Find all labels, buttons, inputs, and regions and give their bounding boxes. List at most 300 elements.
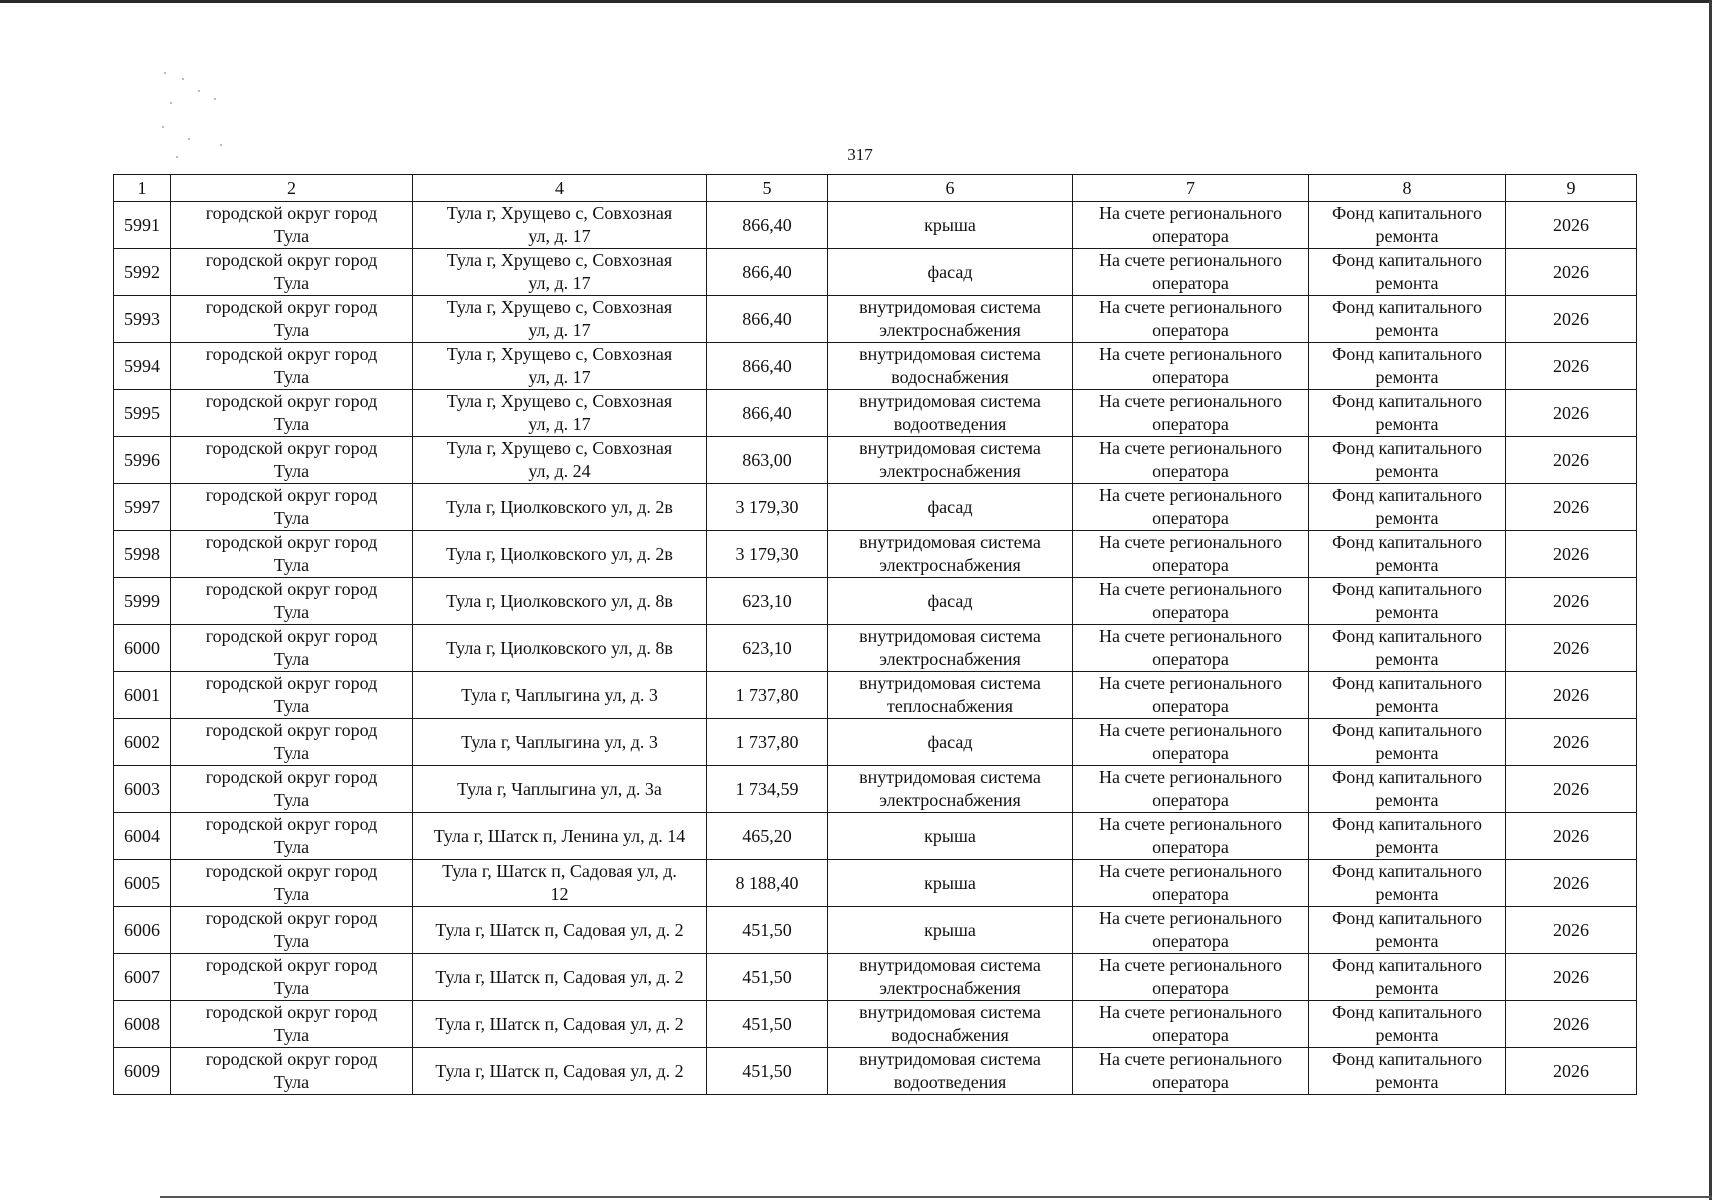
header-row: [114, 175, 1637, 202]
address-cell-line: Тула г, Хрущево с, Совхозная: [446, 391, 673, 411]
funding-source-cell: [1309, 860, 1506, 907]
work-type-cell-line: внутридомовая система: [859, 1002, 1041, 1022]
work-type-cell-line: водоотведения: [893, 414, 1007, 434]
table-row: [114, 249, 1637, 296]
work-type-cell: [828, 625, 1073, 672]
funding-source-cell: [1309, 390, 1506, 437]
funding-source-cell-line: Фонд капитального: [1332, 438, 1482, 458]
municipality-cell-line: городской округ город: [205, 955, 378, 975]
municipality-cell-line: городской округ город: [205, 203, 378, 223]
work-type-cell-line: внутридомовая система: [859, 344, 1041, 364]
account-cell-line: оператора: [1152, 273, 1229, 293]
municipality-cell-line: Тула: [273, 1072, 310, 1092]
funding-source-cell: [1309, 672, 1506, 719]
funding-source-cell-line: ремонта: [1375, 978, 1439, 998]
work-type-cell: [828, 437, 1073, 484]
municipality-cell: [171, 343, 413, 390]
municipality-cell-line: городской округ город: [205, 579, 378, 599]
address-cell: [413, 202, 707, 249]
municipality-cell-line: городской округ город: [205, 814, 378, 834]
year-cell: 2026: [1506, 907, 1637, 954]
area-cell: 1 737,80: [707, 672, 828, 719]
work-type-cell-line: теплоснабжения: [887, 696, 1013, 716]
municipality-cell-line: Тула: [273, 931, 310, 951]
account-cell: [1073, 249, 1309, 296]
account-cell-line: На счете регионального: [1098, 720, 1283, 740]
municipality-cell: [171, 766, 413, 813]
funding-source-cell: [1309, 343, 1506, 390]
funding-source-cell: [1309, 1048, 1506, 1095]
address-cell-line: Тула г, Шатск п, Садовая ул, д. 2: [435, 966, 684, 987]
table-row: [114, 672, 1637, 719]
column-header: 2: [171, 175, 413, 202]
address-cell: [413, 249, 707, 296]
funding-source-cell-line: ремонта: [1375, 837, 1439, 857]
address-cell: [413, 813, 707, 860]
row-number-cell: 5996: [114, 437, 171, 484]
work-type-cell-line: электроснабжения: [879, 461, 1021, 481]
register-table: [113, 174, 1637, 1095]
year-cell: 2026: [1506, 390, 1637, 437]
row-number-cell: 5993: [114, 296, 171, 343]
municipality-cell: [171, 813, 413, 860]
municipality-cell-line: городской округ город: [205, 391, 378, 411]
municipality-cell-line: городской округ город: [205, 344, 378, 364]
account-cell: [1073, 202, 1309, 249]
address-cell: [413, 719, 707, 766]
municipality-cell-line: Тула: [273, 555, 310, 575]
account-cell: [1073, 484, 1309, 531]
area-cell: 451,50: [707, 907, 828, 954]
account-cell: [1073, 625, 1309, 672]
funding-source-cell-line: Фонд капитального: [1332, 203, 1482, 223]
table-row: [114, 907, 1637, 954]
municipality-cell-line: Тула: [273, 273, 310, 293]
municipality-cell-line: Тула: [273, 978, 310, 998]
year-cell: 2026: [1506, 249, 1637, 296]
work-type-cell: [828, 390, 1073, 437]
funding-source-cell-line: ремонта: [1375, 273, 1439, 293]
table-row: [114, 390, 1637, 437]
address-cell: [413, 860, 707, 907]
municipality-cell-line: городской округ город: [205, 438, 378, 458]
account-cell: [1073, 390, 1309, 437]
funding-source-cell-line: ремонта: [1375, 1072, 1439, 1092]
municipality-cell: [171, 907, 413, 954]
area-cell: 1 737,80: [707, 719, 828, 766]
row-number-cell: 6005: [114, 860, 171, 907]
address-cell-line: ул, д. 24: [528, 461, 591, 481]
scan-border-top: [0, 0, 1712, 3]
address-cell: [413, 343, 707, 390]
municipality-cell: [171, 202, 413, 249]
work-type-cell-line: внутридомовая система: [859, 955, 1041, 975]
row-number-cell: 5999: [114, 578, 171, 625]
account-cell-line: На счете регионального: [1098, 1002, 1283, 1022]
account-cell-line: На счете регионального: [1098, 532, 1283, 552]
account-cell-line: оператора: [1152, 367, 1229, 387]
account-cell-line: На счете регионального: [1098, 297, 1283, 317]
work-type-cell-line: электроснабжения: [879, 320, 1021, 340]
funding-source-cell-line: ремонта: [1375, 508, 1439, 528]
work-type-cell-line: внутридомовая система: [859, 626, 1041, 646]
year-cell: 2026: [1506, 766, 1637, 813]
area-cell: 866,40: [707, 202, 828, 249]
table-row: [114, 719, 1637, 766]
account-cell: [1073, 531, 1309, 578]
account-cell-line: оператора: [1152, 978, 1229, 998]
funding-source-cell: [1309, 954, 1506, 1001]
table-row: [114, 1048, 1637, 1095]
account-cell: [1073, 719, 1309, 766]
work-type-cell: [828, 249, 1073, 296]
work-type-cell: [828, 1001, 1073, 1048]
funding-source-cell-line: ремонта: [1375, 555, 1439, 575]
account-cell-line: оператора: [1152, 696, 1229, 716]
work-type-cell-line: электроснабжения: [879, 555, 1021, 575]
area-cell: 866,40: [707, 249, 828, 296]
year-cell: 2026: [1506, 343, 1637, 390]
work-type-cell-line: водоснабжения: [891, 1025, 1009, 1045]
funding-source-cell-line: Фонд капитального: [1332, 720, 1482, 740]
funding-source-cell-line: Фонд капитального: [1332, 391, 1482, 411]
column-header: 7: [1073, 175, 1309, 202]
scan-speckles: [158, 68, 238, 168]
work-type-cell-line: фасад: [927, 496, 973, 517]
table-row: [114, 296, 1637, 343]
account-cell: [1073, 766, 1309, 813]
address-cell-line: Тула г, Чаплыгина ул, д. 3а: [457, 778, 662, 799]
year-cell: 2026: [1506, 1048, 1637, 1095]
funding-source-cell-line: ремонта: [1375, 790, 1439, 810]
work-type-cell: [828, 672, 1073, 719]
year-cell: 2026: [1506, 1001, 1637, 1048]
scan-border-bottom: [160, 1196, 1712, 1198]
municipality-cell-line: Тула: [273, 367, 310, 387]
account-cell-line: На счете регионального: [1098, 767, 1283, 787]
funding-source-cell: [1309, 296, 1506, 343]
row-number-cell: 5997: [114, 484, 171, 531]
municipality-cell-line: городской округ город: [205, 767, 378, 787]
account-cell: [1073, 343, 1309, 390]
area-cell: 866,40: [707, 296, 828, 343]
address-cell-line: Тула г, Шатск п, Садовая ул, д. 2: [435, 919, 684, 940]
funding-source-cell-line: ремонта: [1375, 1025, 1439, 1045]
funding-source-cell: [1309, 437, 1506, 484]
funding-source-cell: [1309, 249, 1506, 296]
municipality-cell-line: Тула: [273, 226, 310, 246]
row-number-cell: 6001: [114, 672, 171, 719]
column-header: 5: [707, 175, 828, 202]
funding-source-cell-line: Фонд капитального: [1332, 908, 1482, 928]
work-type-cell-line: водоотведения: [893, 1072, 1007, 1092]
address-cell-line: Тула г, Циолковского ул, д. 2в: [446, 496, 673, 517]
area-cell: 1 734,59: [707, 766, 828, 813]
address-cell: [413, 1001, 707, 1048]
address-cell: [413, 531, 707, 578]
account-cell-line: На счете регионального: [1098, 814, 1283, 834]
work-type-cell-line: крыша: [924, 825, 976, 846]
account-cell-line: оператора: [1152, 461, 1229, 481]
table-row: [114, 766, 1637, 813]
work-type-cell-line: внутридомовая система: [859, 532, 1041, 552]
table-row: [114, 860, 1637, 907]
municipality-cell: [171, 860, 413, 907]
municipality-cell: [171, 484, 413, 531]
work-type-cell: [828, 907, 1073, 954]
column-header: 8: [1309, 175, 1506, 202]
area-cell: 8 188,40: [707, 860, 828, 907]
column-header: 4: [413, 175, 707, 202]
row-number-cell: 6006: [114, 907, 171, 954]
address-cell-line: Тула г, Хрущево с, Совхозная: [446, 297, 673, 317]
row-number-cell: 5998: [114, 531, 171, 578]
municipality-cell: [171, 390, 413, 437]
funding-source-cell-line: Фонд капитального: [1332, 814, 1482, 834]
funding-source-cell-line: ремонта: [1375, 931, 1439, 951]
account-cell-line: На счете регионального: [1098, 391, 1283, 411]
row-number-cell: 6008: [114, 1001, 171, 1048]
account-cell-line: оператора: [1152, 790, 1229, 810]
column-header: 6: [828, 175, 1073, 202]
area-cell: 451,50: [707, 954, 828, 1001]
row-number-cell: 5995: [114, 390, 171, 437]
year-cell: 2026: [1506, 813, 1637, 860]
work-type-cell: [828, 296, 1073, 343]
funding-source-cell-line: ремонта: [1375, 649, 1439, 669]
account-cell: [1073, 954, 1309, 1001]
address-cell-line: Тула г, Хрущево с, Совхозная: [446, 250, 673, 270]
address-cell-line: Тула г, Чаплыгина ул, д. 3: [461, 684, 658, 705]
row-number-cell: 6004: [114, 813, 171, 860]
funding-source-cell: [1309, 578, 1506, 625]
funding-source-cell-line: ремонта: [1375, 696, 1439, 716]
municipality-cell-line: городской округ город: [205, 908, 378, 928]
address-cell-line: 12: [550, 884, 569, 904]
account-cell-line: оператора: [1152, 837, 1229, 857]
address-cell-line: Тула г, Шатск п, Ленина ул, д. 14: [433, 825, 686, 846]
address-cell-line: Тула г, Циолковского ул, д. 8в: [446, 590, 673, 611]
municipality-cell-line: городской округ город: [205, 673, 378, 693]
funding-source-cell-line: Фонд капитального: [1332, 955, 1482, 975]
work-type-cell: [828, 860, 1073, 907]
year-cell: 2026: [1506, 484, 1637, 531]
table-row: [114, 625, 1637, 672]
row-number-cell: 6007: [114, 954, 171, 1001]
year-cell: 2026: [1506, 719, 1637, 766]
work-type-cell: [828, 484, 1073, 531]
area-cell: 866,40: [707, 343, 828, 390]
municipality-cell-line: Тула: [273, 837, 310, 857]
address-cell: [413, 907, 707, 954]
work-type-cell: [828, 766, 1073, 813]
address-cell: [413, 672, 707, 719]
address-cell-line: ул, д. 17: [528, 273, 591, 293]
work-type-cell: [828, 578, 1073, 625]
work-type-cell: [828, 813, 1073, 860]
address-cell-line: Тула г, Циолковского ул, д. 2в: [446, 543, 673, 564]
address-cell-line: ул, д. 17: [528, 226, 591, 246]
funding-source-cell: [1309, 907, 1506, 954]
account-cell-line: оператора: [1152, 1072, 1229, 1092]
funding-source-cell-line: ремонта: [1375, 884, 1439, 904]
work-type-cell: [828, 1048, 1073, 1095]
funding-source-cell-line: ремонта: [1375, 743, 1439, 763]
year-cell: 2026: [1506, 860, 1637, 907]
work-type-cell-line: фасад: [927, 261, 973, 282]
municipality-cell: [171, 296, 413, 343]
municipality-cell: [171, 625, 413, 672]
account-cell-line: На счете регионального: [1098, 955, 1283, 975]
area-cell: 465,20: [707, 813, 828, 860]
area-cell: 623,10: [707, 625, 828, 672]
account-cell: [1073, 578, 1309, 625]
address-cell-line: ул, д. 17: [528, 414, 591, 434]
municipality-cell-line: Тула: [273, 649, 310, 669]
work-type-cell: [828, 343, 1073, 390]
funding-source-cell-line: Фонд капитального: [1332, 626, 1482, 646]
municipality-cell: [171, 1001, 413, 1048]
funding-source-cell: [1309, 1001, 1506, 1048]
municipality-cell-line: Тула: [273, 461, 310, 481]
account-cell: [1073, 1001, 1309, 1048]
municipality-cell-line: Тула: [273, 1025, 310, 1045]
table-row: [114, 813, 1637, 860]
year-cell: 2026: [1506, 531, 1637, 578]
column-header: 1: [114, 175, 171, 202]
work-type-cell-line: электроснабжения: [879, 649, 1021, 669]
municipality-cell-line: Тула: [273, 602, 310, 622]
account-cell: [1073, 907, 1309, 954]
account-cell-line: На счете регионального: [1098, 861, 1283, 881]
work-type-cell-line: крыша: [924, 919, 976, 940]
row-number-cell: 5991: [114, 202, 171, 249]
municipality-cell-line: Тула: [273, 743, 310, 763]
work-type-cell: [828, 202, 1073, 249]
area-cell: 863,00: [707, 437, 828, 484]
year-cell: 2026: [1506, 672, 1637, 719]
work-type-cell-line: крыша: [924, 872, 976, 893]
municipality-cell-line: городской округ город: [205, 626, 378, 646]
municipality-cell: [171, 719, 413, 766]
address-cell-line: Тула г, Шатск п, Садовая ул, д.: [442, 861, 677, 881]
municipality-cell-line: Тула: [273, 696, 310, 716]
table-row: [114, 202, 1637, 249]
funding-source-cell-line: Фонд капитального: [1332, 579, 1482, 599]
work-type-cell-line: внутридомовая система: [859, 391, 1041, 411]
row-number-cell: 6002: [114, 719, 171, 766]
address-cell: [413, 1048, 707, 1095]
address-cell: [413, 954, 707, 1001]
account-cell-line: оператора: [1152, 226, 1229, 246]
row-number-cell: 6003: [114, 766, 171, 813]
account-cell-line: На счете регионального: [1098, 673, 1283, 693]
table-row: [114, 531, 1637, 578]
page-number: 317: [847, 145, 873, 164]
year-cell: 2026: [1506, 954, 1637, 1001]
account-cell-line: На счете регионального: [1098, 1049, 1283, 1069]
table-body: [114, 202, 1637, 1095]
work-type-cell-line: внутридомовая система: [859, 297, 1041, 317]
funding-source-cell-line: Фонд капитального: [1332, 297, 1482, 317]
work-type-cell-line: электроснабжения: [879, 978, 1021, 998]
municipality-cell-line: городской округ город: [205, 720, 378, 740]
funding-source-cell-line: ремонта: [1375, 414, 1439, 434]
municipality-cell: [171, 672, 413, 719]
account-cell-line: оператора: [1152, 555, 1229, 575]
funding-source-cell-line: ремонта: [1375, 461, 1439, 481]
funding-source-cell: [1309, 202, 1506, 249]
year-cell: 2026: [1506, 437, 1637, 484]
funding-source-cell-line: Фонд капитального: [1332, 767, 1482, 787]
municipality-cell-line: Тула: [273, 884, 310, 904]
account-cell-line: оператора: [1152, 649, 1229, 669]
address-cell: [413, 625, 707, 672]
area-cell: 3 179,30: [707, 531, 828, 578]
municipality-cell: [171, 1048, 413, 1095]
address-cell: [413, 390, 707, 437]
address-cell-line: Тула г, Хрущево с, Совхозная: [446, 203, 673, 223]
municipality-cell-line: Тула: [273, 320, 310, 340]
municipality-cell-line: городской округ город: [205, 297, 378, 317]
funding-source-cell: [1309, 625, 1506, 672]
account-cell-line: оператора: [1152, 884, 1229, 904]
account-cell-line: На счете регионального: [1098, 485, 1283, 505]
account-cell: [1073, 1048, 1309, 1095]
work-type-cell-line: внутридомовая система: [859, 767, 1041, 787]
account-cell-line: На счете регионального: [1098, 344, 1283, 364]
work-type-cell-line: фасад: [927, 731, 973, 752]
table-row: [114, 954, 1637, 1001]
municipality-cell-line: городской округ город: [205, 1049, 378, 1069]
municipality-cell: [171, 437, 413, 484]
area-cell: 451,50: [707, 1001, 828, 1048]
funding-source-cell-line: ремонта: [1375, 226, 1439, 246]
funding-source-cell: [1309, 813, 1506, 860]
address-cell: [413, 296, 707, 343]
account-cell-line: оператора: [1152, 414, 1229, 434]
work-type-cell: [828, 719, 1073, 766]
work-type-cell-line: фасад: [927, 590, 973, 611]
table-row: [114, 1001, 1637, 1048]
funding-source-cell-line: Фонд капитального: [1332, 344, 1482, 364]
address-cell-line: ул, д. 17: [528, 320, 591, 340]
work-type-cell: [828, 531, 1073, 578]
address-cell-line: Тула г, Шатск п, Садовая ул, д. 2: [435, 1060, 684, 1081]
account-cell-line: оператора: [1152, 743, 1229, 763]
work-type-cell-line: крыша: [924, 214, 976, 235]
account-cell-line: На счете регионального: [1098, 626, 1283, 646]
municipality-cell-line: городской округ город: [205, 485, 378, 505]
funding-source-cell: [1309, 719, 1506, 766]
work-type-cell-line: внутридомовая система: [859, 438, 1041, 458]
municipality-cell-line: Тула: [273, 414, 310, 434]
funding-source-cell: [1309, 766, 1506, 813]
account-cell: [1073, 860, 1309, 907]
table-row: [114, 578, 1637, 625]
municipality-cell: [171, 531, 413, 578]
address-cell-line: ул, д. 17: [528, 367, 591, 387]
account-cell-line: оператора: [1152, 1025, 1229, 1045]
account-cell: [1073, 672, 1309, 719]
work-type-cell-line: внутридомовая система: [859, 1049, 1041, 1069]
address-cell: [413, 484, 707, 531]
municipality-cell-line: городской округ город: [205, 250, 378, 270]
funding-source-cell-line: Фонд капитального: [1332, 861, 1482, 881]
municipality-cell-line: городской округ город: [205, 532, 378, 552]
work-type-cell: [828, 954, 1073, 1001]
municipality-cell-line: городской округ город: [205, 861, 378, 881]
